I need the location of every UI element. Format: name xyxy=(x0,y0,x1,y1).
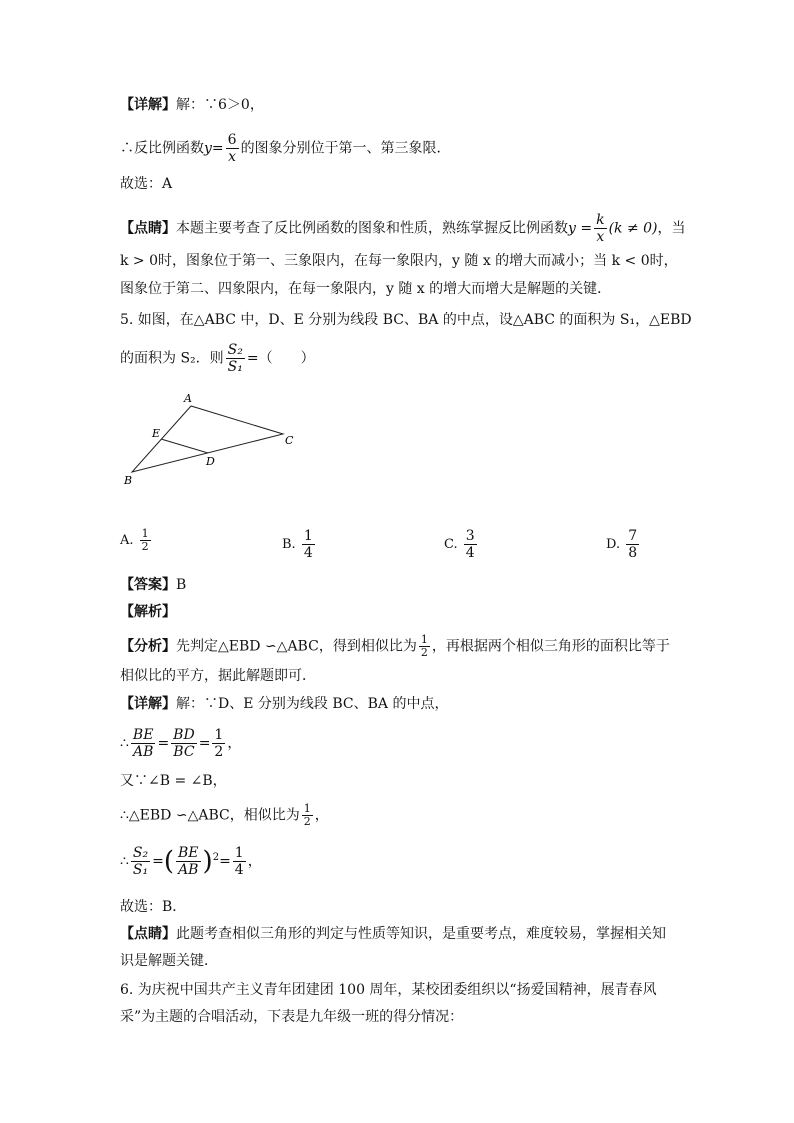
q6-stem-line-2: 采”为主题的合唱活动，下表是九年级一班的得分情况： xyxy=(120,1009,464,1025)
fraction-6-over-x: $\frac{6}{x}$ xyxy=(227,132,237,165)
q5-comment-line-1: 【点睛】此题考查相似三角形的判定与性质等知识，是重要考点，难度较易，掌握相关知 xyxy=(120,926,666,942)
triangle-figure xyxy=(115,388,305,488)
fraction-s2-over-s1: $\frac{\text{S₂}}{\text{S₁}}$ xyxy=(227,342,243,375)
segment-ed xyxy=(161,439,208,453)
q5-equation-2: ∴ $\frac{\text{S₂}}{\text{S₁}}$ =( $\frac{BE}{AB}$ )$^2$= $\frac{1}{4}$ ， xyxy=(120,845,262,878)
choice-a: A. $\frac{1}{2}$ xyxy=(120,527,149,553)
p4-comment-line-3: 图象位于第二、四象限内，在每一象限内，y 随 x 的增大而增大是解题的关键． xyxy=(120,281,612,297)
q5-analysis-heading: 【解析】 xyxy=(120,604,176,620)
p4-comment-line-2: k > 0时，图象位于第一、三象限内，在每一象限内，y 随 x 的增大而减小；当 k < 0时， xyxy=(120,253,678,269)
label-d: D xyxy=(206,455,215,468)
p4-answer: 故选：A xyxy=(120,176,173,192)
label-c: C xyxy=(285,434,294,447)
p4-conclusion: ∴反比例函数y= $\frac{6}{x}$ 的图象分别位于第一、第三象限． xyxy=(120,132,451,165)
p4-comment-line-1: 【点睛】本题主要考查了反比例函数的图象和性质，熟练掌握反比例函数y = $\frac{k}{x}$ (k ≠ 0)，当 xyxy=(120,212,686,245)
p4-detail: 【详解】解：∵6＞0， xyxy=(120,97,264,113)
q5-stem-line-2: 的面积为 S₂．则 $\frac{\text{S₂}}{\text{S₁}}$ =（ ） xyxy=(120,342,315,375)
label-a: A xyxy=(184,392,192,405)
q5-equation-1: ∴ $\frac{BE}{AB}$ = $\frac{BD}{BC}$ = $\frac{1}{2}$ ， xyxy=(120,727,242,760)
q5-answer: 【答案】B xyxy=(120,577,187,593)
fraction-k-over-x: $\frac{k}{x}$ xyxy=(596,212,605,245)
q5-detail: 【详解】解：∵D、E 分别为线段 BC、BA 的中点， xyxy=(120,696,449,712)
q5-similar: ∴△EBD ∽△ABC，相似比为 $\frac{1}{2}$ ， xyxy=(120,802,329,828)
q5-stem-line-1: 5. 如图，在△ABC 中，D、E 分别为线段 BC、BA 的中点，设△ABC 的面积为 S₁，△EBD xyxy=(120,312,692,328)
q5-analyze-line-2: 相似比的平方，据此解题即可． xyxy=(120,668,316,684)
label-b: B xyxy=(124,474,133,487)
q5-comment-line-2: 识是解题关键． xyxy=(120,953,218,969)
choice-c: C. $\frac{3}{4}$ xyxy=(444,528,475,561)
q5-also: 又∵∠B = ∠B， xyxy=(120,773,227,789)
choice-b: B. $\frac{1}{4}$ xyxy=(282,528,313,561)
q6-stem-line-1: 6. 为庆祝中国共产主义青年团建团 100 周年，某校团委组织以“扬爱国精神，展青春风 xyxy=(120,982,657,998)
q5-analyze-line-1: 【分析】先判定△EBD ∽△ABC，得到相似比为 $\frac{1}{2}$ ，再根据两个相似三角形的面积比等于 xyxy=(120,633,670,659)
label-e: E xyxy=(152,427,161,440)
q5-answer-pick: 故选：B． xyxy=(120,899,187,915)
choice-d: D. $\frac{7}{8}$ xyxy=(606,528,638,561)
